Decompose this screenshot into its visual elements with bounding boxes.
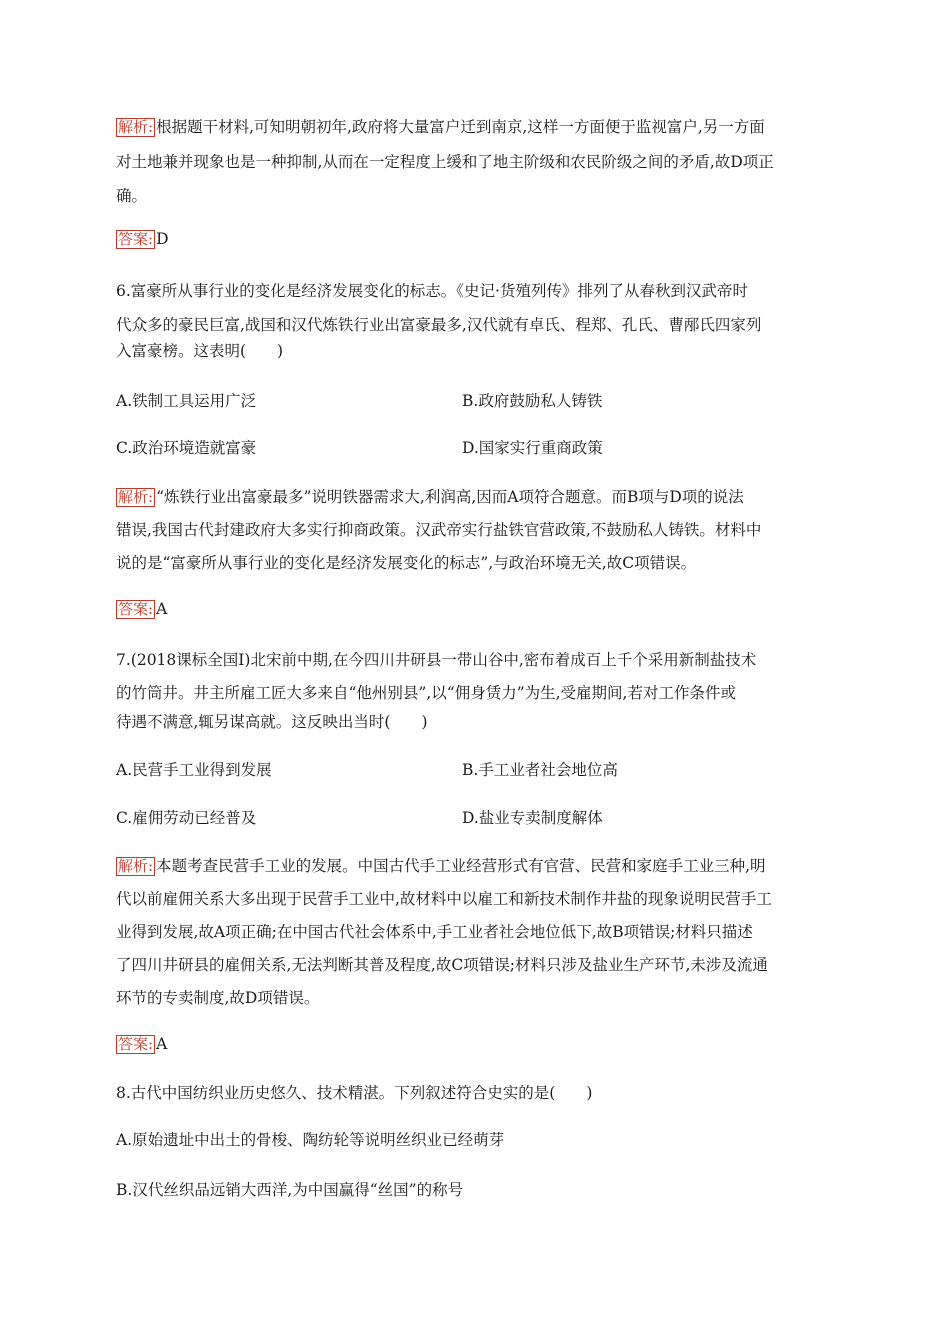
q5-analysis-label: 解析:: [118, 118, 154, 136]
q8-option-b: B.汉代丝织品远销大西洋,为中国赢得“丝国”的称号: [116, 1181, 464, 1199]
q6-option-a: A.铁制工具运用广泛: [116, 392, 257, 410]
q5-answer-value: D: [156, 230, 169, 248]
q7-analysis-line-1: 解析: 本题考查民营手工业的发展。中国古代手工业经营形式有官营、民营和家庭手工业三种,明: [118, 857, 766, 875]
q7-answer-label: 答案:: [118, 1035, 154, 1053]
q6-analysis-line-1: 解析: “炼铁行业出富豪最多”说明铁器需求大,利润高,因而A项符合题意。而B项与D项的说法: [118, 488, 744, 506]
q6-option-b: B.政府鼓励私人铸铁: [462, 392, 603, 410]
q7-analysis-label: 解析:: [118, 857, 154, 875]
q7-option-c: C.雇佣劳动已经普及: [116, 809, 257, 827]
q6-analysis-label: 解析:: [118, 488, 154, 506]
q6-stem-line-1: 6.富豪所从事行业的变化是经济发展变化的标志。《史记·货殖列传》排列了从春秋到汉武帝时: [116, 282, 748, 300]
q7-analysis-line-3: 业得到发展,故A项正确;在中国古代社会体系中,手工业者社会地位低下,故B项错误;材料只描述: [116, 923, 753, 941]
q6-stem-line-3: 入富豪榜。这表明( ): [116, 342, 284, 360]
q8-option-a: A.原始遗址中出土的骨梭、陶纺轮等说明丝织业已经萌芽: [116, 1131, 505, 1149]
q7-stem-line-3: 待遇不满意,辄另谋高就。这反映出当时( ): [116, 713, 428, 731]
q8-stem: 8.古代中国纺织业历史悠久、技术精湛。下列叙述符合史实的是( ): [116, 1084, 593, 1102]
q7-stem-line-1: 7.(2018课标全国Ⅰ)北宋前中期,在今四川井研县一带山谷中,密布着成百上千个采用新制盐技术: [116, 651, 757, 669]
q7-analysis-line-5: 环节的专卖制度,故D项错误。: [116, 989, 320, 1007]
q7-option-b: B.手工业者社会地位高: [462, 761, 618, 779]
q6-option-c: C.政治环境造就富豪: [116, 439, 257, 457]
q7-option-a: A.民营手工业得到发展: [116, 761, 272, 779]
q5-analysis-line-1: 解析: 根据题干材料,可知明朝初年,政府将大量富户迁到南京,这样一方面便于监视富户,另一方面: [118, 118, 765, 136]
q6-answer: [116, 599, 836, 619]
q6-option-d: D.国家实行重商政策: [462, 439, 603, 457]
q6-answer-label: 答案:: [118, 600, 154, 618]
q7-answer: [116, 1034, 836, 1054]
q6-analysis-line-3: 说的是“富豪所从事行业的变化是经济发展变化的标志”,与政治环境无关,故C项错误。: [116, 554, 697, 572]
q7-option-row-1: [116, 760, 836, 780]
q5-analysis-line-2: 对土地兼并现象也是一种抑制,从而在一定程度上缓和了地主阶级和农民阶级之间的矛盾,故D项正: [116, 153, 774, 171]
q7-option-row-2: [116, 808, 836, 828]
q7-stem-line-2: 的竹筒井。井主所雇工匠大多来自“他州别县”,以“佣身赁力”为生,受雇期间,若对工作条件或: [116, 684, 736, 702]
q6-option-row-2: [116, 438, 836, 458]
q7-option-d: D.盐业专卖制度解体: [462, 809, 603, 827]
q6-stem-line-2: 代众多的豪民巨富,战国和汉代炼铁行业出富豪最多,汉代就有卓氏、程郑、孔氏、曹邴氏四家列: [116, 316, 762, 334]
q5-answer-label: 答案:: [118, 230, 154, 248]
q7-answer-value: A: [156, 1035, 168, 1053]
q7-analysis-line-4: 了四川井研县的雇佣关系,无法判断其普及程度,故C项错误;材料只涉及盐业生产环节,未涉及流通: [116, 956, 768, 974]
q7-analysis-line-2: 代以前雇佣关系大多出现于民营手工业中,故材料中以雇工和新技术制作井盐的现象说明民营手工: [116, 890, 772, 908]
q6-analysis-line-2: 错误,我国古代封建政府大多实行抑商政策。汉武帝实行盐铁官营政策,不鼓励私人铸铁。材料中: [116, 521, 762, 539]
q6-answer-value: A: [156, 600, 168, 618]
q5-analysis-line-3: 确。: [116, 187, 148, 205]
q5-answer: [116, 229, 836, 249]
q6-option-row-1: [116, 391, 836, 411]
